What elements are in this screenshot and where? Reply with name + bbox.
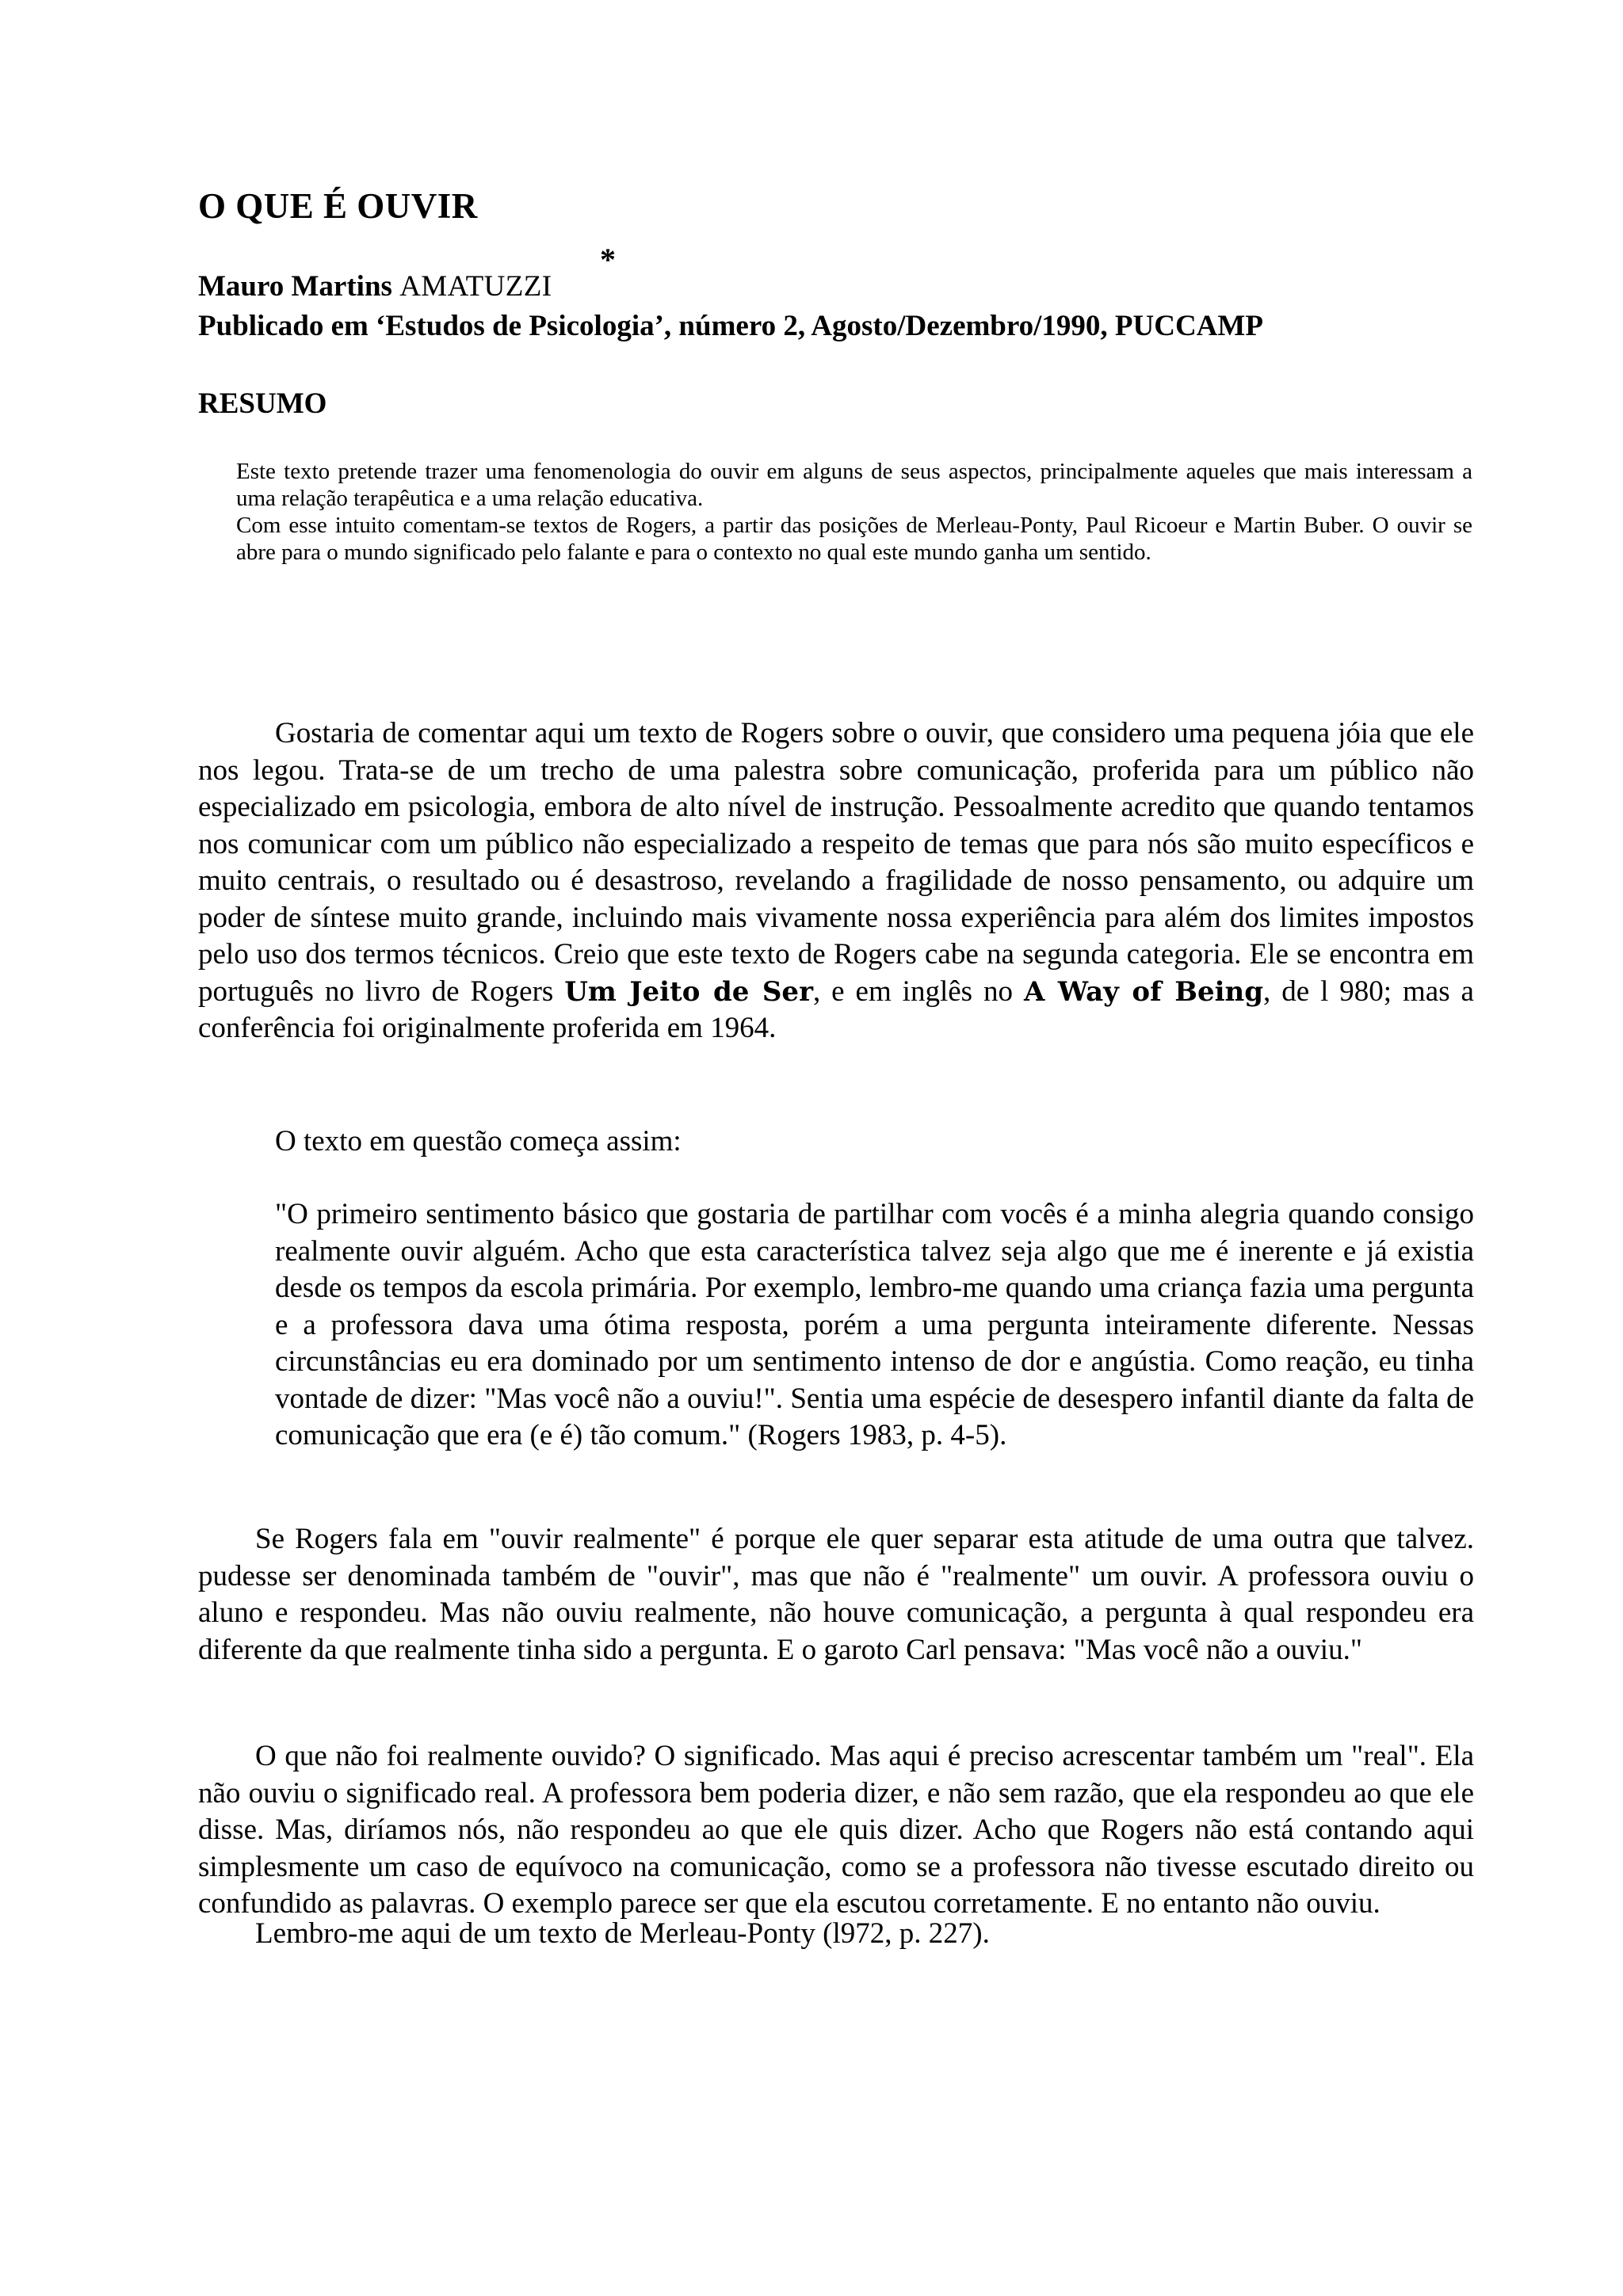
body-paragraph-3-text: Se Rogers fala em "ouvir realmente" é porque ele quer separar esta atitude de uma outra que talvez. pudesse ser denominada também de "ouvir", mas que não é "realmente" um ouvir. A professora ouviu o aluno e respondeu. Mas não ouviu realmente, não houve comunicação, a pergunta à qual respondeu era diferente da que realmente tinha sido a pergunta. E o garoto Carl pensava: "Mas você não a ouviu.": [198, 1523, 1474, 1666]
abstract-block: [236, 458, 1472, 566]
p1-part1: Gostaria de comentar aqui um texto de Rogers sobre o ouvir, que considero uma pequena jóia que ele nos legou. Trata-se de um trecho de uma palestra sobre comunicação, proferida para um público não especializado em psicologia, embora de alto nível de instrução. Pessoalmente acredito que quando tentamos nos comunicar com um público não especializado a respeito de temas que para nós são muito específicos e muito centrais, o resultado ou é desastroso, revelando a fragilidade de nosso pensamento, ou adquire um poder de síntese muito grande, incluindo mais vivamente nossa experiência para além dos limites impostos pelo uso dos termos técnicos. Creio que este texto de Rogers cabe na segunda categoria. Ele se encontra em português no livro de Rogers: [198, 717, 1474, 1008]
author-line: [198, 269, 552, 304]
publication-info: Publicado em ‘Estudos de Psicologia’, número 2, Agosto/Dezembro/1990, PUCCAMP: [198, 310, 1263, 342]
abstract-heading: RESUMO: [198, 387, 327, 420]
author-first-name: Mauro Martins: [198, 270, 392, 303]
book-title-pt: Um Jeito de Ser: [564, 975, 813, 1008]
article-title: O QUE É OUVIR: [198, 186, 478, 226]
footnote-asterisk: *: [600, 242, 616, 277]
book-title-en: A Way of Being: [1023, 975, 1264, 1008]
p1-part2: , e em inglês no: [812, 974, 1024, 1008]
p1-part3: , de l 980; mas a conferência foi originalmente proferida em 1964.: [198, 974, 1474, 1044]
body-paragraph-1: [198, 715, 1474, 1047]
abstract-sentence-1: Este texto pretende trazer uma fenomenologia do ouvir em alguns de seus aspectos, principalmente aqueles que mais interessam a uma relação terapêutica e a uma relação educativa.: [236, 459, 1472, 511]
body-paragraph-2: O texto em questão começa assim:: [275, 1125, 682, 1158]
body-paragraph-4-text: O que não foi realmente ouvido? O significado. Mas aqui é preciso acrescentar também um "real". Ela não ouviu o significado real. A professora bem poderia dizer, e não sem razão, que ela respondeu ao que ele disse. Mas, diríamos nós, não respondeu ao que ele quis dizer. Acho que Rogers não está contando aqui simplesmente um caso de equívoco na comunicação, como se a professora não tivesse escutado direito ou confundido as palavras. O exemplo parece ser que ela escutou corretamente. E no entanto não ouviu.: [198, 1740, 1474, 1920]
body-paragraph-1-text: [198, 715, 1474, 1047]
rogers-quote: "O primeiro sentimento básico que gostaria de partilhar com vocês é a minha alegria quando consigo realmente ouvir alguém. Acho que esta característica talvez seja algo que me é inerente e já existia desde os tempos da escola primária. Por exemplo, lembro-me quando uma criança fazia uma pergunta e a professora dava uma ótima resposta, porém a uma pergunta inteiramente diferente. Nessas circunstâncias eu era dominado por um sentimento intenso de dor e angústia. Como reação, eu tinha vontade de dizer: "Mas você não a ouviu!". Sentia uma espécie de desespero infantil diante da falta de comunicação que era (e é) tão comum." (Rogers 1983, p. 4-5).: [275, 1198, 1474, 1451]
body-paragraph-4: [198, 1738, 1474, 1923]
author-surname: AMATUZZI: [399, 270, 552, 303]
body-paragraph-3: [198, 1521, 1474, 1669]
body-paragraph-5: Lembro-me aqui de um texto de Merleau-Ponty (l972, p. 227).: [255, 1917, 990, 1950]
abstract-sentence-2: Com esse intuito comentam-se textos de Rogers, a partir das posições de Merleau-Ponty, Paul Ricoeur e Martin Buber. O ouvir se abre para o mundo significado pelo falante e para o contexto no qual este mundo ganha um sentido.: [236, 513, 1472, 565]
